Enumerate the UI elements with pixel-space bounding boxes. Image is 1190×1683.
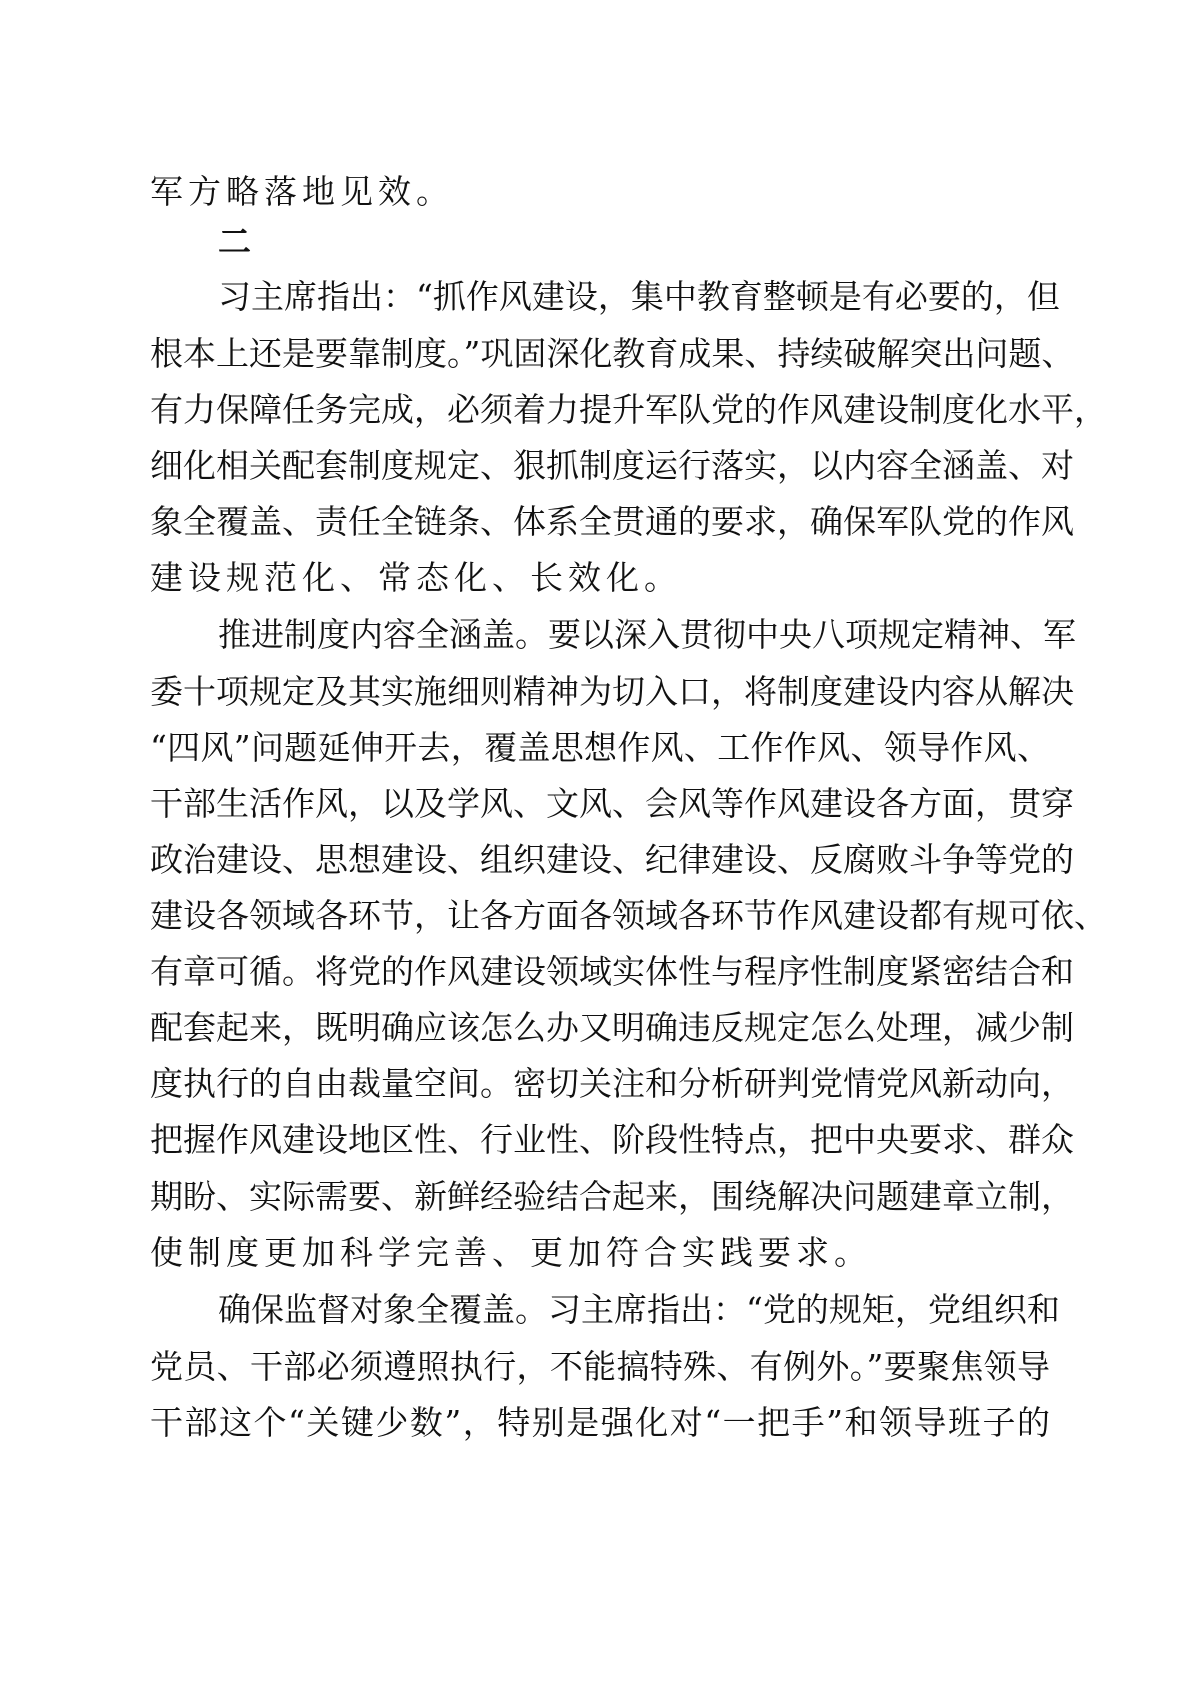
paragraph-line: 建设规范化、常态化、长效化。	[150, 558, 682, 597]
paragraph-line: 军方略落地见效。	[150, 172, 454, 211]
paragraph-line: 有力保障任务完成，必须着力提升军队党的作风建设制度化水平，	[150, 390, 1107, 429]
paragraph-line: 配套起来，既明确应该怎么办又明确违反规定怎么处理，减少制	[150, 1008, 1074, 1047]
paragraph-line: 政治建设、思想建设、组织建设、纪律建设、反腐败斗争等党的	[150, 840, 1074, 879]
paragraph-line: 建设各领域各环节，让各方面各领域各环节作风建设都有规可依、	[150, 896, 1107, 935]
paragraph-line: 有章可循。将党的作风建设领域实体性与程序性制度紧密结合和	[150, 952, 1074, 991]
paragraph-line: 确保监督对象全覆盖。习主席指出：“党的规矩，党组织和	[218, 1290, 1060, 1329]
paragraph-line: 细化相关配套制度规定、狠抓制度运行落实，以内容全涵盖、对	[150, 446, 1074, 485]
paragraph-line: 象全覆盖、责任全链条、体系全贯通的要求，确保军队党的作风	[150, 502, 1074, 541]
paragraph-line: 干部这个“关键少数”，特别是强化对“一把手”和领导班子的	[150, 1403, 1050, 1442]
paragraph-line: 干部生活作风，以及学风、文风、会风等作风建设各方面，贯穿	[150, 784, 1074, 823]
section-heading: 二	[218, 222, 256, 261]
paragraph-line: 习主席指出：“抓作风建设，集中教育整顿是有必要的，但	[218, 277, 1060, 316]
paragraph-line: 党员、干部必须遵照执行，不能搞特殊、有例外。”要聚焦领导	[150, 1347, 1050, 1386]
paragraph-line: 委十项规定及其实施细则精神为切入口，将制度建设内容从解决	[150, 672, 1074, 711]
paragraph-line: 把握作风建设地区性、行业性、阶段性特点，把中央要求、群众	[150, 1120, 1074, 1159]
paragraph-line: 推进制度内容全涵盖。要以深入贯彻中央八项规定精神、军	[218, 615, 1076, 654]
paragraph-line: 使制度更加科学完善、更加符合实践要求。	[150, 1233, 872, 1272]
paragraph-line: 度执行的自由裁量空间。密切关注和分析研判党情党风新动向，	[150, 1064, 1074, 1103]
paragraph-line: “四风”问题延伸开去，覆盖思想作风、工作作风、领导作风、	[150, 728, 1050, 767]
paragraph-line: 期盼、实际需要、新鲜经验结合起来，围绕解决问题建章立制，	[150, 1177, 1074, 1216]
paragraph-line: 根本上还是要靠制度。”巩固深化教育成果、持续破解突出问题、	[150, 334, 1075, 373]
